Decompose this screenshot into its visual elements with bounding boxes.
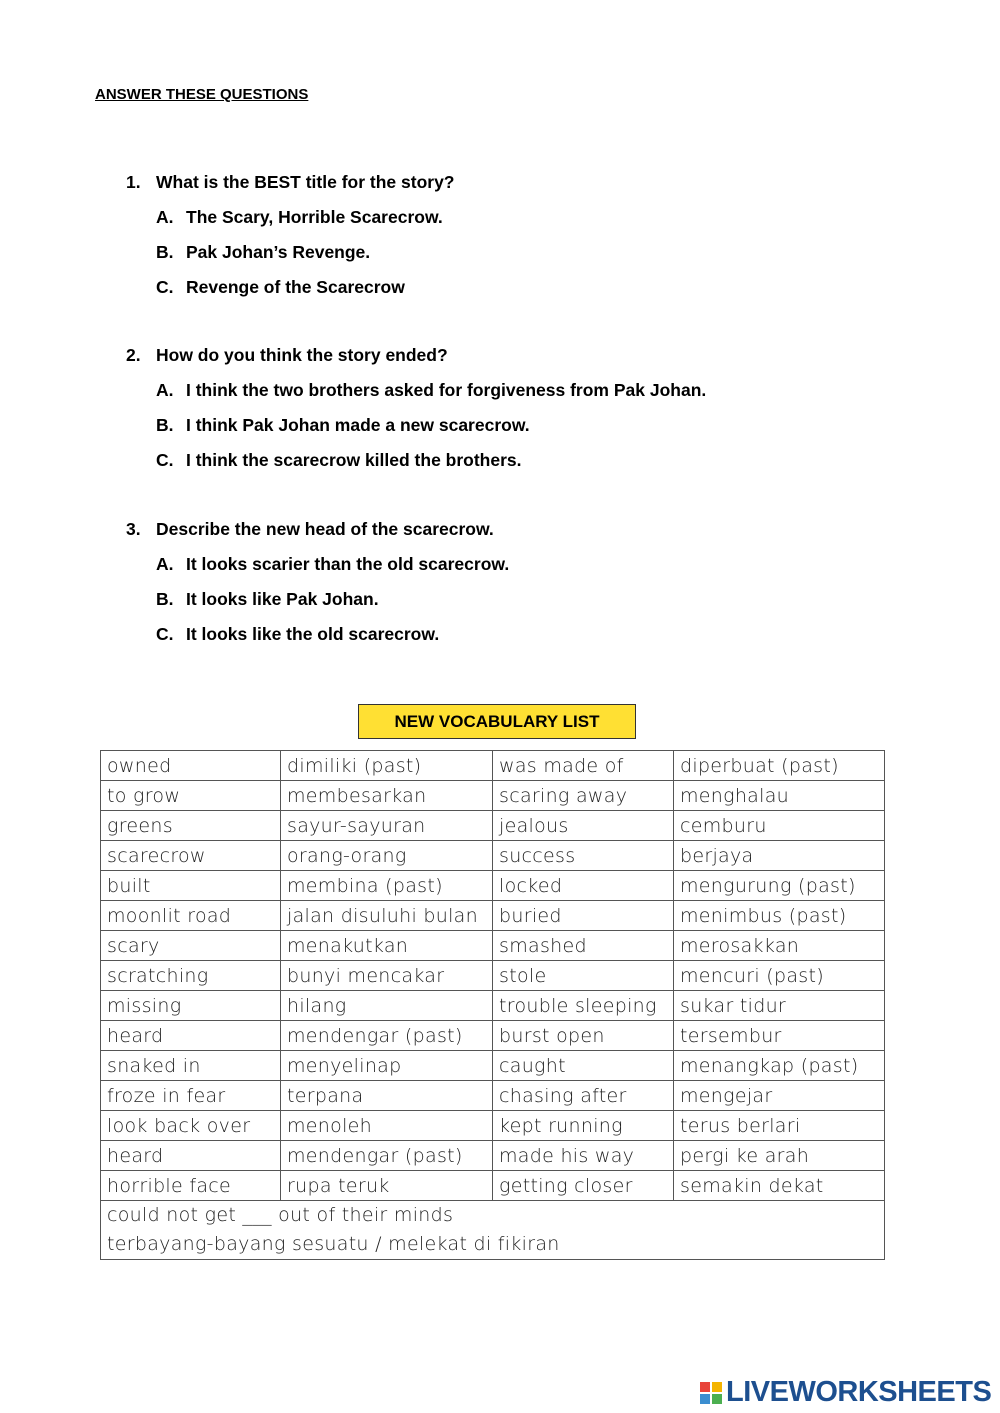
- option-b[interactable]: [126, 582, 509, 617]
- vocabulary-table: [100, 750, 885, 1260]
- question-3: [126, 512, 509, 652]
- vocabulary-cell-malay-meaning: menghalau: [674, 781, 885, 811]
- option-c[interactable]: [126, 443, 706, 478]
- vocabulary-title: NEW VOCABULARY LIST: [358, 704, 636, 739]
- vocabulary-row: [101, 991, 885, 1021]
- vocabulary-cell-english-word: scaring away: [493, 781, 674, 811]
- option-b[interactable]: [126, 408, 706, 443]
- vocabulary-cell-english-word: smashed: [493, 931, 674, 961]
- question-2: [126, 338, 706, 478]
- option-a[interactable]: [126, 547, 509, 582]
- vocabulary-cell-english-word: caught: [493, 1051, 674, 1081]
- question-text: Describe the new head of the scarecrow.: [156, 519, 494, 539]
- vocabulary-cell-english-word: look back over: [101, 1111, 281, 1141]
- vocabulary-cell-malay-meaning: sayur-sayuran: [281, 811, 493, 841]
- vocabulary-row: [101, 841, 885, 871]
- option-text: It looks like the old scarecrow.: [186, 624, 440, 644]
- option-text: Pak Johan’s Revenge.: [186, 242, 371, 262]
- vocabulary-cell-malay-meaning: mendengar (past): [281, 1021, 493, 1051]
- vocabulary-cell-english-word: locked: [493, 871, 674, 901]
- vocabulary-cell-malay-meaning: pergi ke arah: [674, 1141, 885, 1171]
- vocabulary-cell-malay-meaning: bunyi mencakar: [281, 961, 493, 991]
- vocabulary-cell-english-word: missing: [101, 991, 281, 1021]
- option-text: I think the two brothers asked for forgiveness from Pak Johan.: [186, 380, 707, 400]
- vocabulary-cell-english-word: heard: [101, 1021, 281, 1051]
- vocabulary-cell-malay-meaning: mengurung (past): [674, 871, 885, 901]
- vocabulary-cell-english-word: owned: [101, 751, 281, 781]
- vocabulary-cell-english-word: trouble sleeping: [493, 991, 674, 1021]
- vocabulary-row: [101, 1051, 885, 1081]
- vocabulary-cell-malay-meaning: menyelinap: [281, 1051, 493, 1081]
- vocabulary-row: [101, 781, 885, 811]
- vocabulary-body: [101, 751, 885, 1201]
- option-letter: C.: [156, 277, 174, 297]
- vocabulary-cell-english-word: snaked in: [101, 1051, 281, 1081]
- option-c[interactable]: [126, 270, 455, 305]
- vocabulary-cell-malay-meaning: rupa teruk: [281, 1171, 493, 1201]
- vocabulary-row: [101, 931, 885, 961]
- footer-phrase-malay: terbayang-bayang sesuatu / melekat di fikiran: [107, 1233, 560, 1255]
- question-number: 3.: [126, 519, 141, 539]
- option-letter: C.: [156, 624, 174, 644]
- vocabulary-cell-malay-meaning: hilang: [281, 991, 493, 1021]
- vocabulary-cell-english-word: chasing after: [493, 1081, 674, 1111]
- vocabulary-cell-english-word: was made of: [493, 751, 674, 781]
- question-text: What is the BEST title for the story?: [156, 172, 455, 192]
- vocabulary-row: [101, 1141, 885, 1171]
- vocabulary-row: [101, 751, 885, 781]
- vocabulary-cell-malay-meaning: terus berlari: [674, 1111, 885, 1141]
- option-b[interactable]: [126, 235, 455, 270]
- option-letter: C.: [156, 450, 174, 470]
- vocabulary-cell-malay-meaning: menimbus (past): [674, 901, 885, 931]
- option-text: Revenge of the Scarecrow: [186, 277, 405, 297]
- option-a[interactable]: [126, 200, 455, 235]
- vocabulary-cell-malay-meaning: sukar tidur: [674, 991, 885, 1021]
- question-text: How do you think the story ended?: [156, 345, 448, 365]
- vocabulary-row: [101, 961, 885, 991]
- vocabulary-row: [101, 811, 885, 841]
- option-text: It looks like Pak Johan.: [186, 589, 379, 609]
- vocabulary-cell-english-word: horrible face: [101, 1171, 281, 1201]
- vocabulary-cell-english-word: froze in fear: [101, 1081, 281, 1111]
- question-number: 2.: [126, 345, 141, 365]
- vocabulary-cell-english-word: kept running: [493, 1111, 674, 1141]
- vocabulary-cell-malay-meaning: orang-orang: [281, 841, 493, 871]
- vocabulary-row: [101, 1111, 885, 1141]
- vocabulary-cell-english-word: made his way: [493, 1141, 674, 1171]
- vocabulary-row: [101, 1081, 885, 1111]
- vocabulary-cell-english-word: buried: [493, 901, 674, 931]
- vocabulary-cell-malay-meaning: menangkap (past): [674, 1051, 885, 1081]
- vocabulary-cell-english-word: scary: [101, 931, 281, 961]
- option-letter: A.: [156, 554, 174, 574]
- vocabulary-row: [101, 1021, 885, 1051]
- page-heading: ANSWER THESE QUESTIONS: [95, 86, 309, 103]
- vocabulary-cell-english-word: burst open: [493, 1021, 674, 1051]
- option-text: The Scary, Horrible Scarecrow.: [186, 207, 443, 227]
- vocabulary-cell-english-word: moonlit road: [101, 901, 281, 931]
- vocabulary-cell-english-word: built: [101, 871, 281, 901]
- vocabulary-footer-row: [101, 1201, 885, 1260]
- vocabulary-cell-malay-meaning: tersembur: [674, 1021, 885, 1051]
- option-a[interactable]: [126, 373, 706, 408]
- vocabulary-cell-english-word: scratching: [101, 961, 281, 991]
- vocabulary-cell-malay-meaning: mendengar (past): [281, 1141, 493, 1171]
- vocabulary-row: [101, 871, 885, 901]
- brand-name: LIVEWORKSHEETS: [726, 1376, 992, 1408]
- vocabulary-row: [101, 901, 885, 931]
- option-letter: B.: [156, 415, 174, 435]
- vocabulary-cell-malay-meaning: membesarkan: [281, 781, 493, 811]
- vocabulary-cell-english-word: success: [493, 841, 674, 871]
- vocabulary-cell-english-word: stole: [493, 961, 674, 991]
- brand-watermark: [700, 1376, 991, 1409]
- question-1: [126, 165, 455, 305]
- vocabulary-cell-malay-meaning: menakutkan: [281, 931, 493, 961]
- vocabulary-cell-malay-meaning: menoleh: [281, 1111, 493, 1141]
- vocabulary-cell-malay-meaning: diperbuat (past): [674, 751, 885, 781]
- vocabulary-cell-english-word: scarecrow: [101, 841, 281, 871]
- option-letter: B.: [156, 242, 174, 262]
- vocabulary-cell-english-word: jealous: [493, 811, 674, 841]
- vocabulary-cell-english-word: heard: [101, 1141, 281, 1171]
- footer-phrase-english: could not get ___ out of their minds: [107, 1204, 454, 1226]
- vocabulary-footer-cell: [101, 1201, 885, 1260]
- option-text: It looks scarier than the old scarecrow.: [186, 554, 510, 574]
- vocabulary-cell-malay-meaning: jalan disuluhi bulan: [281, 901, 493, 931]
- option-text: I think Pak Johan made a new scarecrow.: [186, 415, 530, 435]
- vocabulary-row: [101, 1171, 885, 1201]
- vocabulary-cell-malay-meaning: semakin dekat: [674, 1171, 885, 1201]
- vocabulary-cell-malay-meaning: terpana: [281, 1081, 493, 1111]
- question-number: 1.: [126, 172, 141, 192]
- option-letter: B.: [156, 589, 174, 609]
- option-text: I think the scarecrow killed the brothers.: [186, 450, 522, 470]
- option-letter: A.: [156, 380, 174, 400]
- vocabulary-cell-malay-meaning: mencuri (past): [674, 961, 885, 991]
- vocabulary-cell-malay-meaning: merosakkan: [674, 931, 885, 961]
- option-c[interactable]: [126, 617, 509, 652]
- vocabulary-cell-english-word: getting closer: [493, 1171, 674, 1201]
- liveworksheets-logo-icon: [700, 1382, 722, 1404]
- vocabulary-cell-malay-meaning: cemburu: [674, 811, 885, 841]
- vocabulary-cell-malay-meaning: berjaya: [674, 841, 885, 871]
- vocabulary-cell-malay-meaning: dimiliki (past): [281, 751, 493, 781]
- option-letter: A.: [156, 207, 174, 227]
- vocabulary-cell-english-word: to grow: [101, 781, 281, 811]
- vocabulary-cell-malay-meaning: membina (past): [281, 871, 493, 901]
- vocabulary-cell-english-word: greens: [101, 811, 281, 841]
- vocabulary-cell-malay-meaning: mengejar: [674, 1081, 885, 1111]
